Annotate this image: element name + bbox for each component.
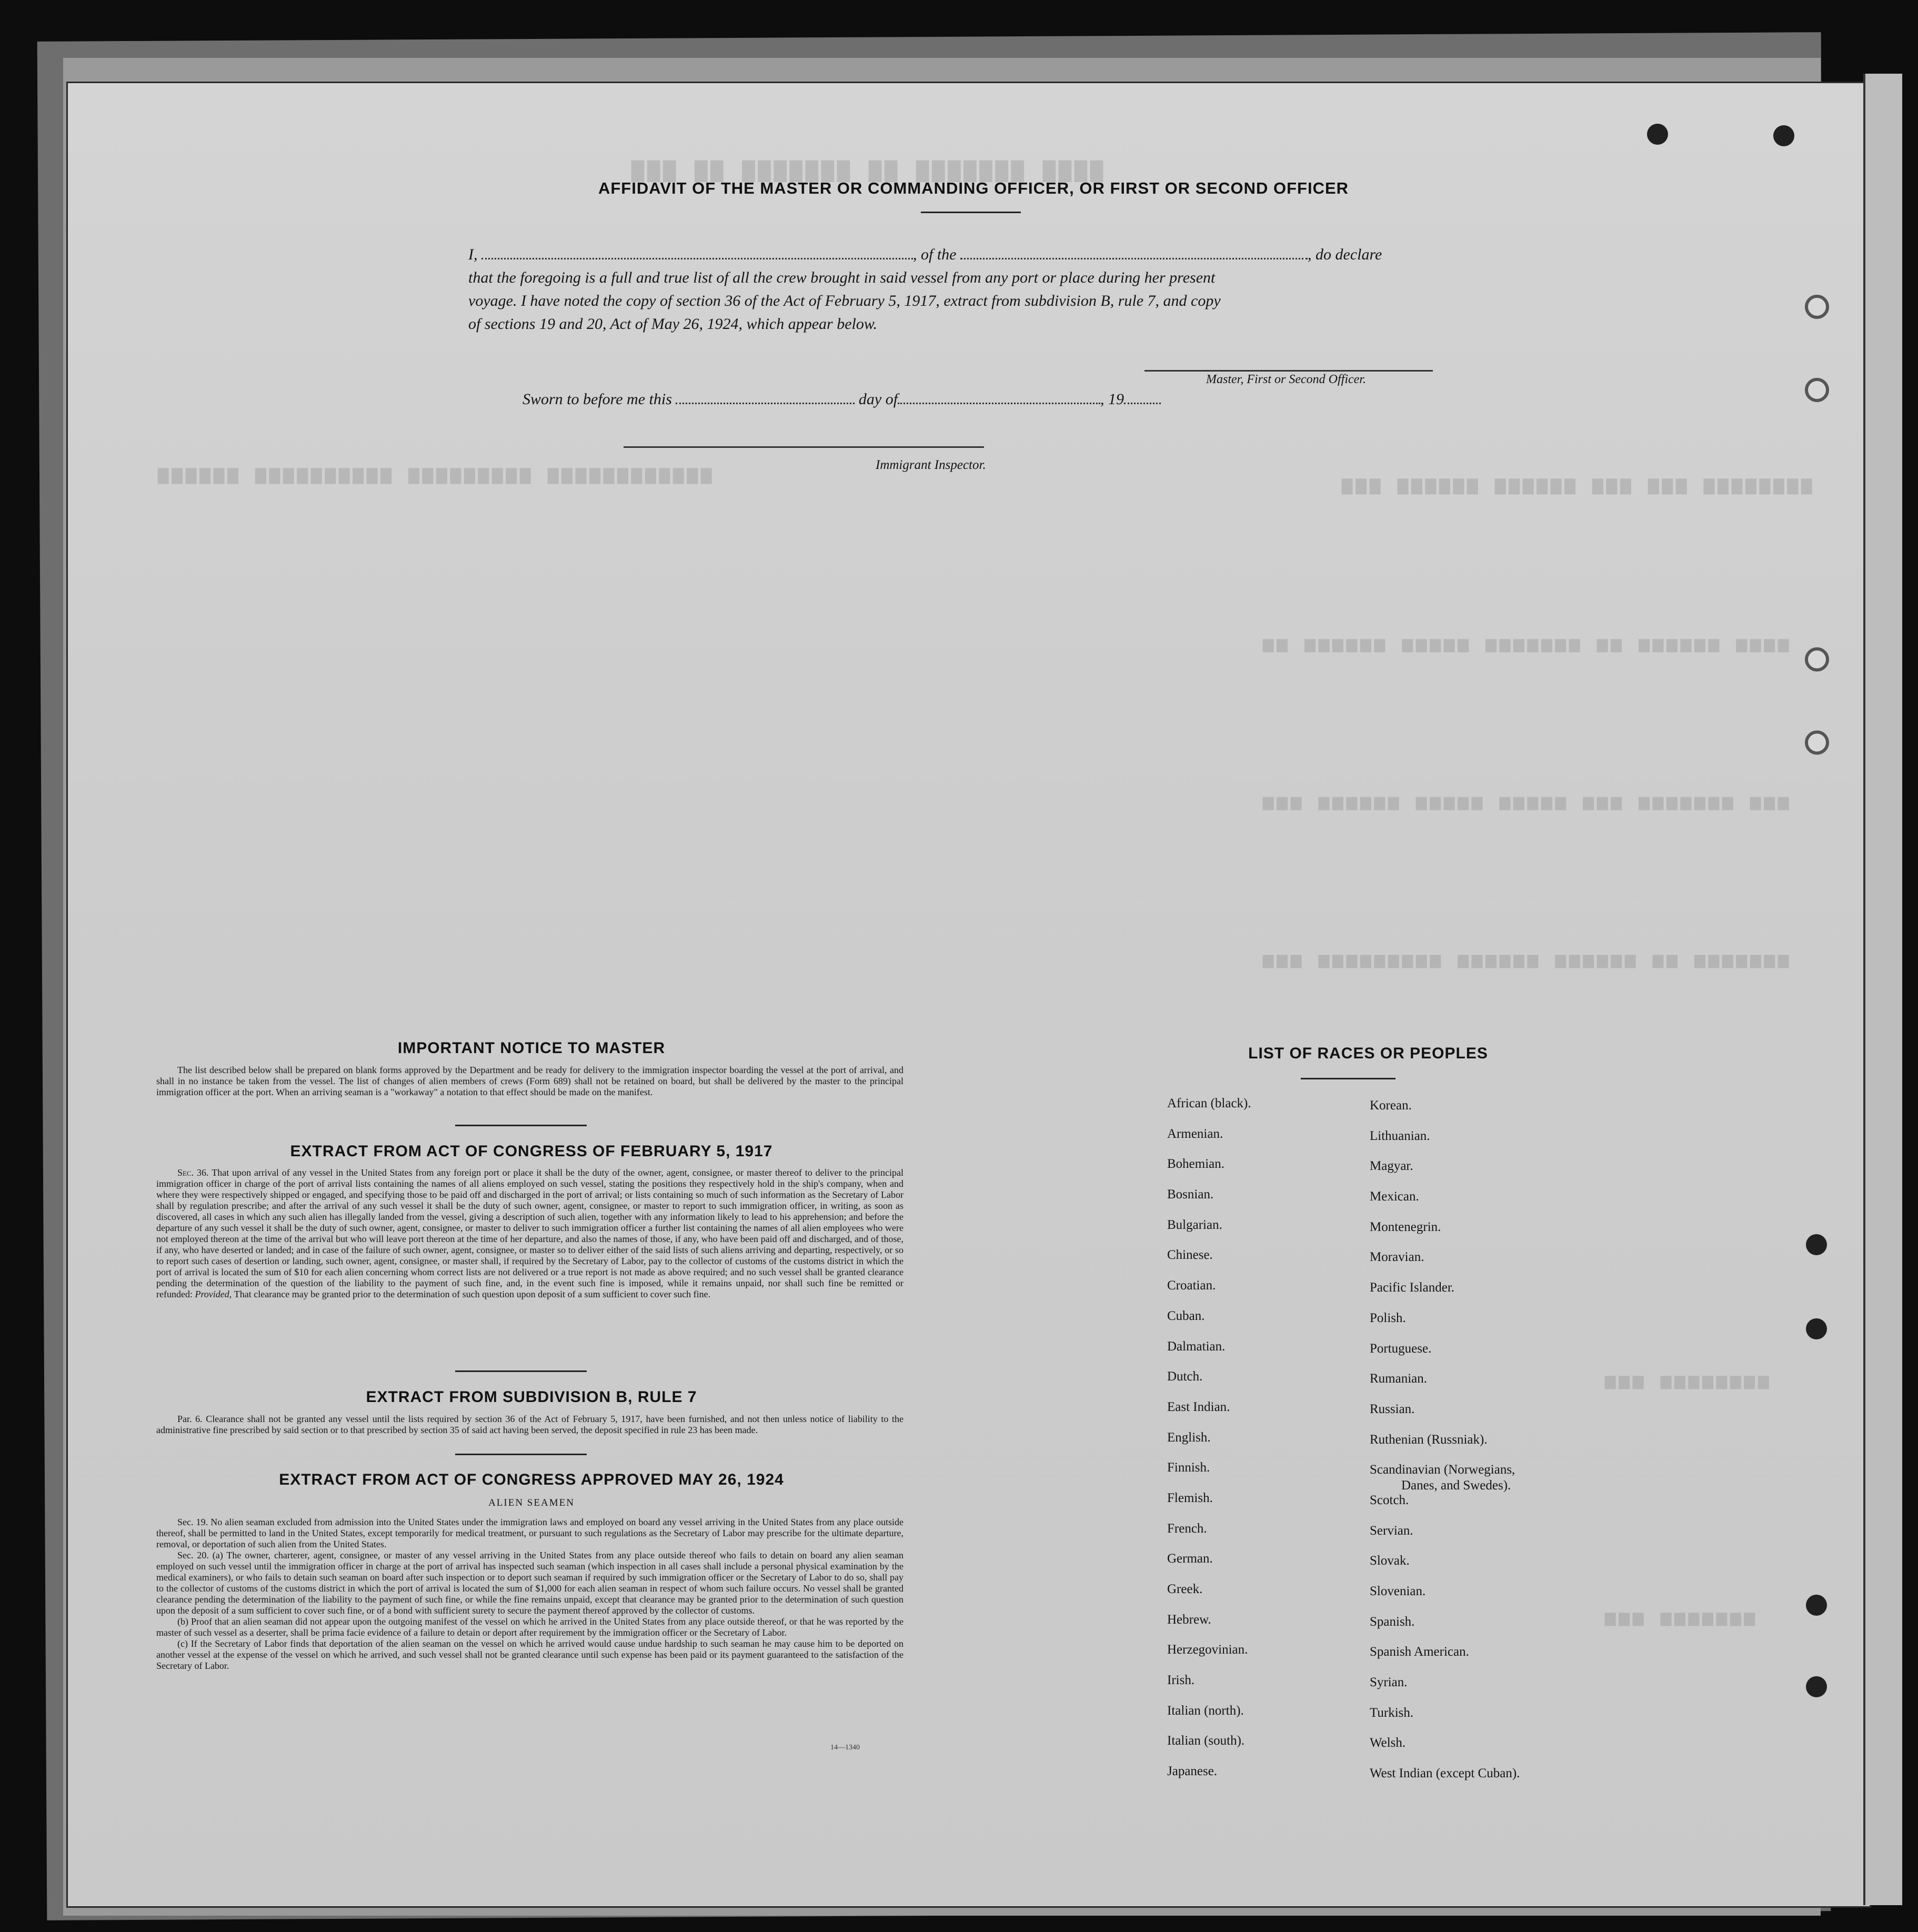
race-item-hebrew: Hebrew. <box>1167 1612 1211 1627</box>
race-item-spanish: Spanish. <box>1370 1614 1415 1629</box>
bleed-through: ▆▆▆ ▆▆▆▆▆▆ ▆▆▆▆▆▆ ▆▆▆ ▆▆▆ ▆▆▆▆▆▆▆▆ <box>1342 476 1815 496</box>
divider <box>1301 1078 1395 1079</box>
sec20c-text: (c) If the Secretary of Labor finds that deportation of the alien seaman on the vessel on which he arrived would cause undue hardship to such seaman he may cause him to be deported on another vessel at the expense of the vessel on which he arrived, and such vessel shall not be granted clearance until such expense has been paid or its payment guaranteed to the satisfaction of the Secretary of Labor. <box>156 1638 903 1671</box>
notice-title: IMPORTANT NOTICE TO MASTER <box>397 1039 666 1057</box>
race-item-rumanian: Rumanian. <box>1370 1372 1428 1386</box>
form-number: 14—1340 <box>830 1744 860 1751</box>
provided-word: Provided, <box>195 1289 232 1299</box>
race-item-armenian: Armenian. <box>1167 1126 1223 1141</box>
race-item-syrian: Syrian. <box>1370 1675 1408 1690</box>
inspector-signature-line <box>624 446 984 448</box>
race-item-bohemian: Bohemian. <box>1167 1157 1225 1172</box>
race-item-turkish: Turkish. <box>1370 1705 1414 1720</box>
extract-rule7-title: EXTRACT FROM SUBDIVISION B, RULE 7 <box>366 1388 697 1406</box>
extract-1924-subtitle: ALIEN SEAMEN <box>488 1497 575 1508</box>
binder-hole <box>1805 730 1829 755</box>
race-item-chinese: Chinese. <box>1167 1248 1213 1263</box>
aff-text: , of the <box>913 246 957 263</box>
race-item-irish: Irish. <box>1167 1673 1195 1688</box>
race-item-polish: Polish. <box>1370 1310 1406 1325</box>
binder-hole <box>1806 1234 1827 1255</box>
race-item-flemish: Flemish. <box>1167 1490 1213 1505</box>
race-item-dalmatian: Dalmatian. <box>1167 1339 1226 1354</box>
race-item-bulgarian: Bulgarian. <box>1167 1217 1222 1232</box>
race-item-moravian: Moravian. <box>1370 1250 1424 1265</box>
race-item-korean: Korean. <box>1370 1098 1412 1113</box>
race-item-herzegovinian: Herzegovinian. <box>1167 1643 1248 1657</box>
affidavit-line-4: of sections 19 and 20, Act of May 26, 1924, which appear below. <box>468 315 878 333</box>
affidavit-line-2: that the foregoing is a full and true list of all the crew brought in said vessel from any port or place during her present <box>468 269 1216 286</box>
sworn-text: day of <box>858 391 898 408</box>
bleed-through: ▅▅▅ ▅▅▅▅▅▅ ▅▅▅▅▅ ▅▅▅▅▅ ▅▅▅ ▅▅▅▅▅▅▅ ▅▅▅ <box>1263 792 1792 812</box>
extract-rule7-heading <box>158 1388 905 1406</box>
day-blank <box>676 403 855 404</box>
races-left-column <box>1167 1088 1251 1787</box>
race-item-scotch: Scotch. <box>1370 1493 1409 1507</box>
race-item-east-indian: East Indian. <box>1167 1399 1230 1414</box>
race-item-french: French. <box>1167 1521 1207 1536</box>
sec20b-text: (b) Proof that an alien seaman did not appear upon the outgoing manifest of the vessel on which he arrived in the United States from any place outside thereof, or that he was reported by the master of such vessel as a deserter, shall be prima facie evidence of a failure to detain or deport after requirement by the immigration officer or the Secretary of Labor. <box>156 1616 903 1638</box>
divider <box>921 212 1021 213</box>
binder-hole <box>1773 125 1794 146</box>
binder-hole <box>1805 647 1829 672</box>
race-item-ruthenian-russniak: Ruthenian (Russniak). <box>1370 1432 1488 1447</box>
rule7-text: Par. 6. Clearance shall not be granted any vessel until the lists required by section 36 of the Act of February 5, 1917, have been furnished, and not then unless notice of liability to the administrative fine prescribed by said section or to that prescribed by section 35 of said act having been served, the deposit specified in rule 23 has been made. <box>156 1414 903 1435</box>
race-item-croatian: Croatian. <box>1167 1278 1216 1293</box>
extract-1917-title: EXTRACT FROM ACT OF CONGRESS OF FEBRUARY 5, 1917 <box>290 1143 773 1160</box>
affidavit-line-3: voyage. I have noted the copy of section 36 of the Act of February 5, 1917, extract from subdivision B, rule 7, and copy <box>468 292 1221 309</box>
binder-hole <box>1805 295 1829 319</box>
extract-rule7-body <box>156 1414 903 1436</box>
binder-hole <box>1805 378 1829 402</box>
vessel-blank <box>960 258 1308 259</box>
race-item-mexican: Mexican. <box>1370 1189 1419 1204</box>
affidavit-heading <box>474 179 1473 198</box>
notice-body <box>156 1065 903 1098</box>
aff-text: , do declare <box>1308 246 1382 263</box>
race-item-greek: Greek. <box>1167 1582 1203 1596</box>
races-right-column <box>1370 1090 1520 1789</box>
affidavit-line-1 <box>468 243 1468 266</box>
races-heading <box>1173 1045 1563 1063</box>
race-item-japanese: Japanese. <box>1167 1764 1218 1779</box>
master-signature-label: Master, First or Second Officer. <box>1206 373 1366 386</box>
race-item-finnish: Finnish. <box>1167 1460 1210 1475</box>
races-title: LIST OF RACES OR PEOPLES <box>1248 1045 1488 1062</box>
race-item-pacific-islander: Pacific Islander. <box>1370 1280 1455 1295</box>
master-signature-line <box>1144 370 1433 372</box>
bleed-through: ▇▇▇ ▇▇ ▇▇▇▇▇▇▇ ▇▇ ▇▇▇▇▇▇▇ ▇▇▇▇ <box>631 160 1107 184</box>
notice-text: The list described below shall be prepared on blank forms approved by the Department and be ready for delivery to the immigration inspector boarding the vessel at the port of arrival, and shall in no instance be taken from the vessel. The list of changes of alien members of crews (Form 689) shall not be retained on board, but shall be delivered by the master to the principal immigration officer at the port. When an arriving seaman is a "workaway" a notation to that effect should be made on the manifest. <box>156 1065 903 1097</box>
race-item-spanish-american: Spanish American. <box>1370 1645 1469 1659</box>
race-item-russian: Russian. <box>1370 1402 1415 1416</box>
race-item-magyar: Magyar. <box>1370 1159 1413 1174</box>
race-item-scandinavian-cont: Danes, and Swedes). <box>1401 1478 1511 1493</box>
sec20a-text: Sec. 20. (a) The owner, charterer, agent, consignee, or master of any vessel arriving in the United States from any place outside thereof who fails to detain on board any alien seaman employed on such vessel until the immigration officer in charge at the port of arrival has inspected such seaman (which inspection in all cases shall include a personal physical examination by the medical examiners), or who fails to detain such seaman on board after such inspection or to deport such seaman if required by such immigration officer or the Secretary of Labor to do so, shall pay to the collector of customs of the customs district in which the port of arrival is located the sum of $1,000 for each alien seaman in respect of whom such failure occurs. No vessel shall be granted clearance pending the determination of the liability to the payment of such fine, or while the fine remains unpaid, except that clearance may be granted prior to the determination of such question upon the deposit of a sum sufficient to cover such fine, or of a bond with sufficient surety to secure the payment thereof approved by the collector of customs. <box>156 1550 903 1616</box>
sec19-text: Sec. 19. No alien seaman excluded from admission into the United States under the immigration laws and employed on board any vessel arriving in the United States from any place outside thereof, shall be permitted to land in the United States, except temporarily for medical treatment, or pursuant to such regulations as the Secretary of Labor may prescribe for the ultimate departure, removal, or deportation of such alien from the United States. <box>156 1517 903 1549</box>
race-item-portuguese: Portuguese. <box>1370 1341 1432 1356</box>
race-item-scandinavian-norwegians: Scandinavian (Norwegians, <box>1370 1463 1515 1477</box>
race-item-italian-south: Italian (south). <box>1167 1734 1245 1748</box>
race-item-cuban: Cuban. <box>1167 1308 1205 1323</box>
race-item-slovenian: Slovenian. <box>1370 1584 1426 1598</box>
divider <box>455 1454 587 1455</box>
binder-hole <box>1806 1676 1827 1697</box>
race-item-italian-north: Italian (north). <box>1167 1703 1244 1718</box>
inspector-signature-label: Immigrant Inspector. <box>876 458 986 472</box>
aff-text: I, <box>468 246 478 263</box>
race-item-german: German. <box>1167 1551 1213 1566</box>
race-item-english: English. <box>1167 1430 1211 1445</box>
extract-1917-text: That upon arrival of any vessel in the United States from any foreign port or place it shall be the duty of the owner, agent, consignee, or master thereof to deliver to the principal immigration officer in charge of the port of arrival lists containing the names of all aliens employed on such vessel, stating the positions they respectively hold in the ship's company, when and where they were respectively shipped or engaged, and specifying those to be paid off and discharged in the port of arrival; or lists containing so much of such information as the Secretary of Labor shall by regulation prescribe; and after the arrival of any such vessel it shall be the duty of such owner, agent, consignee, or master to report to such immigration officer, in writing, as soon as discovered, all cases in which any such alien has illegally landed from the vessel, giving a description of such alien, together with any information likely to lead to his apprehension; and before the departure of any such vessel it shall be the duty of such owner, agent, consignee, or master to deliver to such immigration officer a further list containing the names of all alien employees who were not employed thereon at the time of the arrival but who will leave port thereon at the time of her departure, and also the names of those, if any, who have been paid off and discharged, and of those, if any, who have deserted or landed; and in case of the failure of such owner, agent, consignee, or master so to deliver either of the said lists of such aliens arriving and departing, respectively, or so to report such cases of desertion or landing, such owner, agent, consignee, or master shall, if required by the Secretary of Labor, pay to the collector of customs of the customs district in which the port of arrival is located the sum of $10 for each alien concerning whom correct lists are not delivered or a true report is not made as above required; and no such vessel shall be granted clearance pending the determination of the question of the liability to the payment of such fine, and, in the event such fine is imposed, while it remains unpaid, nor shall such fine be remitted or refunded: <box>156 1167 903 1299</box>
year-blank <box>1124 403 1161 404</box>
race-item-servian: Servian. <box>1370 1523 1413 1538</box>
binder-hole <box>1647 124 1668 145</box>
bleed-through: ▅▅▅ ▅▅▅▅▅▅▅▅▅ ▅▅▅▅▅▅ ▅▅▅▅▅▅ ▅▅ ▅▅▅▅▅▅▅ <box>1263 949 1792 969</box>
race-item-west-indian-except-cuban: West Indian (except Cuban). <box>1370 1766 1520 1781</box>
race-item-slovak: Slovak. <box>1370 1554 1410 1568</box>
extract-1924-title: EXTRACT FROM ACT OF CONGRESS APPROVED MAY 26, 1924 <box>279 1471 784 1488</box>
extract-1924-heading <box>158 1471 905 1489</box>
month-blank <box>898 403 1100 404</box>
affidavit-title: AFFIDAVIT OF THE MASTER OR COMMANDING OFFICER, OR FIRST OR SECOND OFFICER <box>598 179 1349 197</box>
binder-hole <box>1806 1318 1827 1339</box>
name-blank <box>481 258 913 259</box>
bleed-through: ▅▅ ▅▅▅▅▅▅ ▅▅▅▅▅ ▅▅▅▅▅▅▅ ▅▅ ▅▅▅▅▅▅ ▅▅▅▅ <box>1263 634 1792 654</box>
page-edge <box>1863 74 1902 1905</box>
divider <box>455 1370 587 1372</box>
extract-1924-body <box>156 1517 903 1671</box>
race-item-dutch: Dutch. <box>1167 1369 1203 1384</box>
race-item-lithuanian: Lithuanian. <box>1370 1128 1430 1143</box>
race-item-african-black: African (black). <box>1167 1096 1251 1110</box>
bleed-through: ▆▆▆▆▆▆ ▆▆▆▆▆▆▆▆▆▆ ▆▆▆▆▆▆▆▆▆ ▆▆▆▆▆▆▆▆▆▆▆▆ <box>158 465 715 485</box>
sworn-line <box>523 391 1161 408</box>
binder-hole <box>1806 1595 1827 1616</box>
notice-heading <box>158 1039 905 1057</box>
bleed-through: ▅▅▅ ▅▅▅▅▅▅▅ <box>1605 1607 1759 1627</box>
race-item-bosnian: Bosnian. <box>1167 1187 1214 1202</box>
race-item-montenegrin: Montenegrin. <box>1370 1219 1441 1234</box>
divider <box>455 1125 587 1126</box>
bleed-through: ▅▅▅ ▅▅▅▅▅▅▅▅ <box>1605 1370 1772 1390</box>
extract-1917-body <box>156 1167 903 1300</box>
race-item-welsh: Welsh. <box>1370 1736 1406 1750</box>
sworn-text: , 19 <box>1100 391 1124 408</box>
extract-1917-heading <box>158 1143 905 1160</box>
sworn-text: Sworn to before me this <box>523 391 672 408</box>
extract-1917-text-end: That clearance may be granted prior to the determination of such question upon deposit of a sum sufficient to cover such fine. <box>234 1289 711 1299</box>
section-label: Sec. 36. <box>177 1167 209 1178</box>
